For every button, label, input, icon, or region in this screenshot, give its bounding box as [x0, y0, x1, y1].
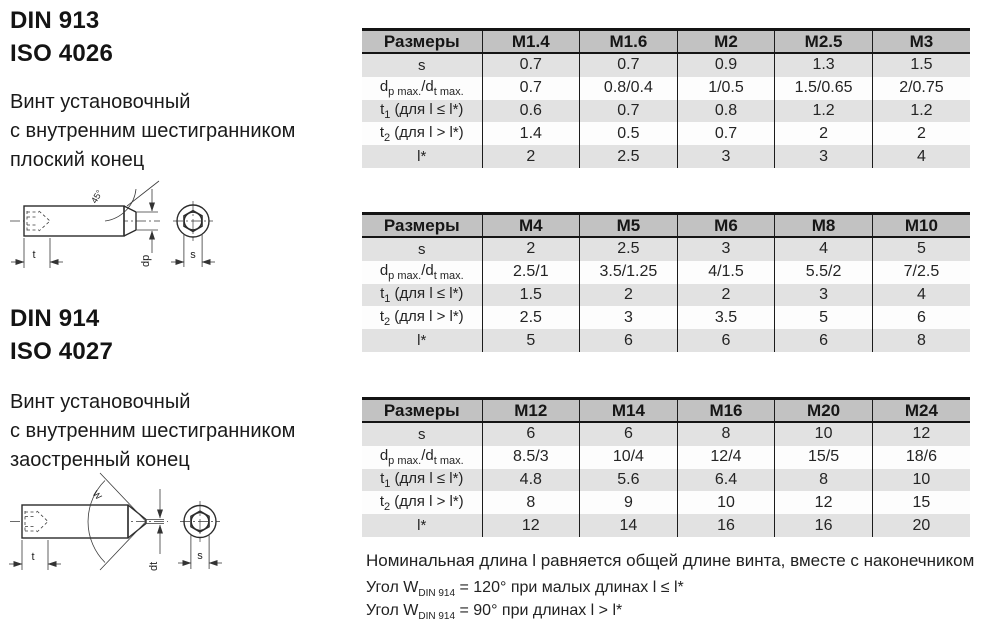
table-header-row: [362, 399, 970, 423]
row-label: $t_2$ (для l > l*): [362, 306, 482, 329]
value-cell: 3: [775, 284, 873, 307]
value-cell: 7/2.5: [903, 263, 940, 281]
value-cell: 0.5: [580, 122, 678, 145]
value-cell: 16: [677, 514, 775, 537]
value-cell: 2.5: [482, 306, 580, 329]
value-cell: 1.3: [775, 53, 873, 77]
value-cell: 9: [580, 491, 678, 514]
row-label: l*: [362, 145, 482, 168]
size-column-header: M2.5: [775, 30, 873, 54]
value-cell: 14: [580, 514, 678, 537]
value-cell: 3: [677, 145, 775, 168]
chamfer-angle-label: 45°: [89, 188, 105, 205]
value-cell: 12/4: [677, 446, 775, 469]
value-cell: 10/4: [580, 446, 678, 469]
table-row: [362, 306, 970, 329]
table-row: [362, 261, 970, 284]
value-cell: 2: [916, 124, 926, 142]
value-cell: 3.5: [677, 306, 775, 329]
value-cell: 12: [482, 514, 580, 537]
description-line: Винт установочный: [10, 391, 191, 413]
dimensions-table-m1_4-m3: [362, 28, 970, 168]
value-cell: 3: [580, 306, 678, 329]
value-cell: 2: [580, 284, 678, 307]
row-label: s: [362, 53, 482, 77]
dimensions-corner-header: Размеры: [362, 30, 482, 54]
table-row: [362, 469, 970, 492]
description-line: плоский конец: [10, 149, 145, 171]
cone-angle-label: W: [90, 488, 104, 502]
value-cell: 10: [677, 491, 775, 514]
value-cell: 1/0.5: [677, 77, 775, 100]
row-label: s: [362, 422, 482, 446]
description-line: Винт установочный: [10, 91, 191, 113]
table-row: [362, 145, 970, 168]
table-row: [362, 237, 970, 261]
value-cell: 8.5/3: [482, 446, 580, 469]
value-cell: 4: [916, 147, 926, 165]
value-cell: 1.5: [482, 284, 580, 307]
table-row: [362, 284, 970, 307]
nominal-length-note: Номинальная длина l равняется общей длине винта, вместе с наконечником: [366, 551, 975, 570]
value-cell: 10: [775, 422, 873, 446]
value-cell: 4: [775, 237, 873, 261]
value-cell: 6: [482, 422, 580, 446]
value-cell: 0.8: [677, 100, 775, 123]
row-label: $t_1$ (для l ≤ l*): [362, 284, 482, 307]
standard-din: DIN 913: [10, 7, 100, 34]
value-cell: 8: [677, 422, 775, 446]
description-line: с внутренним шестигранником: [10, 120, 296, 142]
dimensions-corner-header: Размеры: [362, 399, 482, 423]
description-line: с внутренним шестигранником: [10, 420, 296, 442]
description-line: заостренный конец: [10, 449, 190, 471]
value-cell: 15: [912, 493, 931, 511]
value-cell: 6: [580, 329, 678, 352]
size-column-header: M14: [580, 399, 678, 423]
value-cell: 5.5/2: [775, 261, 873, 284]
standard-iso: ISO 4027: [10, 338, 114, 365]
angle-note-90: Угол $W_{DIN 914} = 90^\circ$ при длинах l > l*: [366, 602, 623, 623]
description-din914: [10, 388, 295, 475]
value-cell: 2: [482, 237, 580, 261]
value-cell: 1.2: [775, 100, 873, 123]
value-cell: 3.5/1.25: [580, 261, 678, 284]
value-cell: 6: [916, 308, 926, 326]
value-cell: 2: [482, 145, 580, 168]
value-cell: 4/1.5: [677, 261, 775, 284]
size-column-header: M5: [580, 214, 678, 238]
value-cell: 3: [677, 237, 775, 261]
value-cell: 0.7: [482, 77, 580, 100]
size-column-header: M4: [482, 214, 580, 238]
dimensions-table-m12-m24: [362, 397, 970, 537]
dimensions-corner-header: Размеры: [362, 214, 482, 238]
size-column-header: M12: [482, 399, 580, 423]
table-row: [362, 100, 970, 123]
value-cell: 6.4: [677, 469, 775, 492]
size-column-header: M16: [677, 399, 775, 423]
table-row: [362, 53, 970, 77]
value-cell: 8: [775, 469, 873, 492]
value-cell: 2/0.75: [899, 79, 944, 97]
dp-dimension-label: dp: [140, 254, 152, 267]
row-label: $t_2$ (для l > l*): [362, 491, 482, 514]
angle-note-120: Угол $W_{DIN 914} = 120^\circ$ при малых длинах l ≤ l*: [366, 579, 684, 600]
din914-cone-point-drawing: [8, 468, 248, 586]
value-cell: 3: [775, 145, 873, 168]
row-label: l*: [362, 514, 482, 537]
table-row: [362, 122, 970, 145]
table-row: [362, 329, 970, 352]
value-cell: 2.5/1: [482, 261, 580, 284]
standard-din: DIN 914: [10, 305, 100, 332]
value-cell: 8: [482, 491, 580, 514]
row-label: $d_{p max.}/d_{t max.}$: [362, 77, 482, 100]
t-dimension-label: t: [31, 551, 35, 563]
value-cell: 1.5: [910, 56, 933, 74]
value-cell: 0.6: [482, 100, 580, 123]
value-cell: 1.5/0.65: [775, 77, 873, 100]
dt-dimension-label: dt: [148, 561, 160, 571]
value-cell: 4.8: [482, 469, 580, 492]
s-dimension-label: s: [197, 550, 203, 562]
value-cell: 2: [775, 122, 873, 145]
table-row: [362, 491, 970, 514]
table-row: [362, 446, 970, 469]
value-cell: 6: [580, 422, 678, 446]
size-column-header: M3: [872, 30, 970, 54]
value-cell: 8: [916, 331, 926, 349]
table-row: [362, 514, 970, 537]
value-cell: 0.7: [482, 53, 580, 77]
value-cell: 5: [775, 306, 873, 329]
table-row: [362, 422, 970, 446]
standard-block-din913: [10, 4, 113, 70]
value-cell: 0.8/0.4: [580, 77, 678, 100]
row-label: $d_{p max.}/d_{t max.}$: [362, 261, 482, 284]
row-label: $t_2$ (для l > l*): [362, 122, 482, 145]
value-cell: 10: [912, 470, 931, 488]
size-column-header: M1.4: [482, 30, 580, 54]
description-din913: [10, 88, 295, 175]
value-cell: 2: [677, 284, 775, 307]
table-header-row: [362, 214, 970, 238]
value-cell: 0.7: [677, 122, 775, 145]
value-cell: 12: [912, 425, 931, 443]
row-label: l*: [362, 329, 482, 352]
size-column-header: M8: [775, 214, 873, 238]
value-cell: 5.6: [580, 469, 678, 492]
size-column-header: M1.6: [580, 30, 678, 54]
value-cell: 0.7: [580, 53, 678, 77]
din913-flat-point-drawing: [8, 176, 248, 281]
size-column-header: M24: [872, 399, 970, 423]
size-column-header: M20: [775, 399, 873, 423]
size-column-header: M10: [872, 214, 970, 238]
value-cell: 1.2: [910, 101, 933, 119]
row-label: s: [362, 237, 482, 261]
value-cell: 5: [916, 240, 926, 258]
standard-iso: ISO 4026: [10, 40, 114, 67]
s-dimension-label: s: [190, 249, 196, 261]
row-label: $d_{p max.}/d_{t max.}$: [362, 446, 482, 469]
value-cell: 6: [775, 329, 873, 352]
size-column-header: M6: [677, 214, 775, 238]
value-cell: 12: [775, 491, 873, 514]
value-cell: 0.9: [677, 53, 775, 77]
value-cell: 5: [482, 329, 580, 352]
value-cell: 0.7: [580, 100, 678, 123]
value-cell: 20: [912, 516, 931, 534]
value-cell: 16: [775, 514, 873, 537]
value-cell: 15/5: [775, 446, 873, 469]
value-cell: 1.4: [482, 122, 580, 145]
standard-block-din914: [10, 302, 113, 368]
dimensions-table-m4-m10: [362, 212, 970, 352]
row-label: $t_1$ (для l ≤ l*): [362, 469, 482, 492]
value-cell: 2.5: [580, 237, 678, 261]
size-column-header: M2: [677, 30, 775, 54]
table-row: [362, 77, 970, 100]
table-header-row: [362, 30, 970, 54]
value-cell: 6: [677, 329, 775, 352]
value-cell: 2.5: [580, 145, 678, 168]
value-cell: 18/6: [905, 448, 937, 466]
t-dimension-label: t: [32, 249, 36, 261]
row-label: $t_1$ (для l ≤ l*): [362, 100, 482, 123]
value-cell: 4: [916, 285, 926, 303]
